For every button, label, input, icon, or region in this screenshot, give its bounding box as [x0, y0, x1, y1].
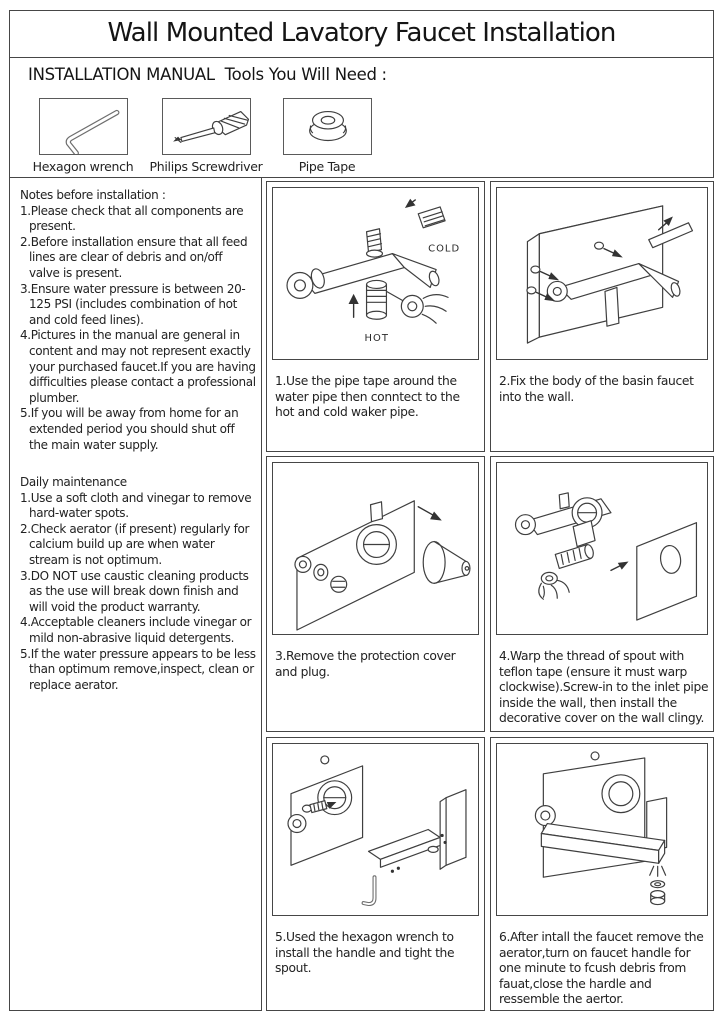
threaded-spout: [555, 544, 594, 569]
page-title: Wall Mounted Lavatory Faucet Installation: [107, 18, 616, 48]
step-1-panel: [266, 181, 485, 452]
step-1-caption: 1.Use the pipe tape around the water pipe then conntect to the hot and cold waker pipe.: [275, 374, 460, 420]
step-4-panel: [490, 456, 714, 732]
step-5-figure: [272, 743, 479, 916]
pipe-tape-icon: [283, 98, 372, 155]
hexagon-wrench-icon: [39, 98, 128, 155]
hot-label: HOT: [364, 333, 389, 345]
step-1-figure: [272, 187, 479, 360]
water-spray-lines: [650, 866, 666, 876]
note-item: 5.If you will be away from home for an extended period you should shut off the main water supply.: [20, 406, 239, 452]
tool-label-philips-screwdriver: Philips Screwdriver: [149, 159, 263, 174]
notes-heading: Notes before installation :: [20, 188, 166, 202]
wall-plate-and-handle: [288, 756, 363, 865]
step-2-figure: [496, 187, 708, 360]
cold-fitting: [418, 207, 445, 228]
protection-cover: [423, 542, 470, 584]
note-item: 1.Please check that all components are present.: [20, 203, 244, 234]
cold-arrow-icon: [406, 200, 415, 207]
tape-hand: [539, 572, 569, 599]
faucet-body-illustration: [516, 493, 611, 547]
hex-wrench-drawing: [364, 877, 375, 904]
maintenance-item: 2.Check aerator (if present) regularly for calcium build up are when water stream is not optimum.: [20, 521, 250, 568]
tools-heading: INSTALLATION MANUAL Tools You Will Need :: [28, 65, 387, 84]
hex-wrench-shape: [68, 113, 116, 154]
tape-and-hand: [386, 291, 448, 323]
philips-screwdriver-icon: [162, 98, 251, 155]
maintenance-item: 3.DO NOT use caustic cleaning products as the use will break down finish and will void the product warranty.: [20, 568, 249, 614]
maintenance-item: 1.Use a soft cloth and vinegar to remove hard-water spots.: [20, 490, 252, 521]
step-2-caption: 2.Fix the body of the basin faucet into the wall.: [499, 374, 694, 404]
title-box: [9, 10, 714, 58]
maintenance-item: 4.Acceptable cleaners include vinegar or mild non-abrasive liquid detergents.: [20, 615, 252, 646]
maintenance-heading: Daily maintenance: [20, 475, 127, 490]
note-item: 2.Before installation ensure that all feed lines are clear of debris and on/off valve is present.: [20, 234, 248, 280]
step-4-figure: [496, 462, 708, 635]
step-3-panel: [266, 456, 485, 732]
note-item: 4.Pictures in the manual are general in content and may not represent exactly your purchased faucet.If you are having difficulties please contact a professional plumber.: [20, 328, 256, 405]
aerator-parts: [651, 881, 665, 905]
trim-piece: [440, 790, 466, 870]
assembled-faucet: [535, 752, 666, 877]
remove-arrow-icon: [418, 507, 440, 520]
step-4-caption: 4.Warp the thread of spout with teflon tape (ensure it must warp clockwise).Screw-in to the inlet pipe inside the wall, then install the decorative cover on the wall clingy.: [499, 649, 709, 726]
tools-section: [9, 57, 714, 178]
decorative-cover-plate: [637, 523, 697, 620]
step-5-panel: [266, 737, 485, 1011]
faucet-body-illustration: [287, 229, 441, 299]
spout-bar: [369, 830, 441, 873]
tape-roll-shape: [310, 112, 347, 141]
step-6-caption: 6.After intall the faucet remove the aerator,turn on faucet handle for one minute to fcush debris from fauat,close the hardle and ressemble the aertor.: [499, 930, 704, 1007]
screwdriver-shape: [175, 112, 248, 143]
up-arrow-icon: [350, 295, 358, 317]
hot-pipe: [367, 280, 387, 319]
wall-plate: [297, 501, 414, 630]
step-6-figure: [496, 743, 708, 916]
step-2-panel: [490, 181, 714, 452]
step-3-figure: [272, 462, 479, 635]
tool-label-pipe-tape: Pipe Tape: [298, 159, 356, 174]
maintenance-item: 5.If the water pressure appears to be less than optimum remove,inspect, clean or replace aerator.: [20, 646, 256, 692]
tool-label-hexagon-wrench: Hexagon wrench: [32, 159, 134, 174]
note-item: 3.Ensure water pressure is between 20-125 PSI (includes combination of hot and cold feed lines).: [20, 281, 246, 327]
notes-panel: [9, 177, 262, 1011]
small-arrow-icon: [611, 562, 627, 570]
step-6-panel: [490, 737, 714, 1011]
step-3-caption: 3.Remove the protection cover and plug.: [275, 649, 456, 679]
cold-label: COLD: [428, 243, 461, 255]
step-5-caption: 5.Used the hexagon wrench to install the handle and tight the spout.: [275, 930, 455, 976]
